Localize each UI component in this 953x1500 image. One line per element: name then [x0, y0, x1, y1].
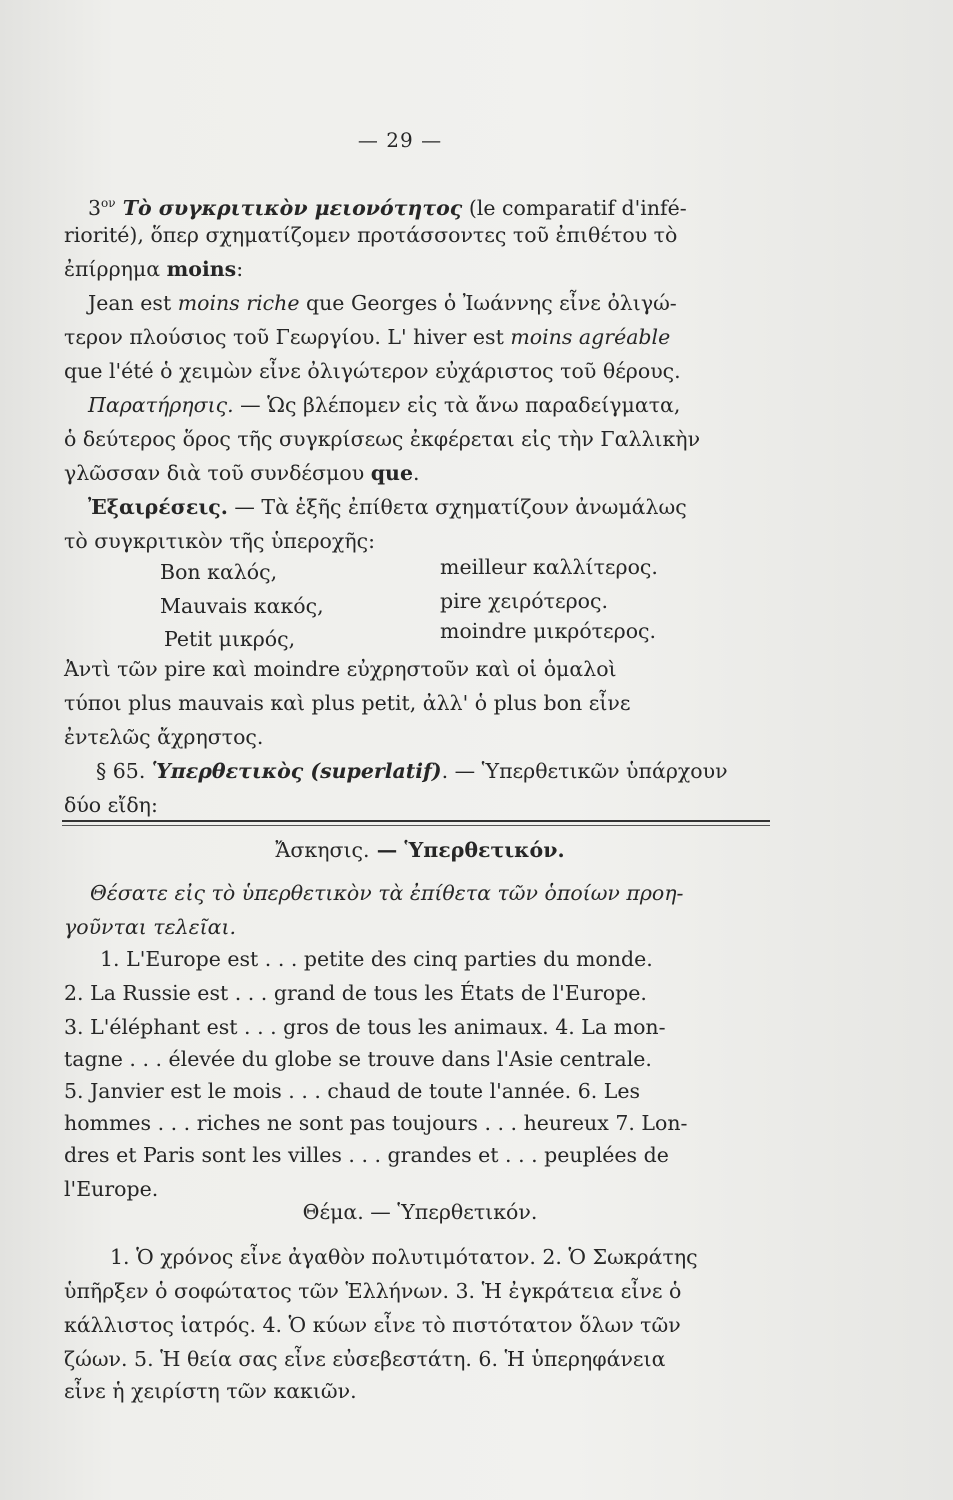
comparatif-line-5 — [64, 324, 670, 350]
text-span: . — Ὑπερθετικῶν ὑπάρχουν — [441, 759, 728, 783]
exercise-line: 1. L'Europe est . . . petite des cinq parties du monde. — [100, 947, 653, 971]
exercise-topic: — Ὑπερθετικόν. — [369, 838, 565, 862]
exceptions-heading: Ἐξαιρέσεις. — [88, 495, 228, 519]
exception-comparative: moindre μικρότερος. — [440, 619, 657, 643]
text-span: : — [236, 257, 244, 281]
after-line-5: δύο εἴδη: — [64, 793, 158, 817]
comparatif-line-9 — [64, 460, 420, 486]
text-span: — Τὰ ἑξῆς ἐπίθετα σχηματίζουν ἀνωμάλως — [227, 495, 687, 519]
theme-line: 1. Ὁ χρόνος εἶνε ἀγαθὸν πολυτιμότατον. 2. Ὁ Σωκράτης — [110, 1245, 698, 1269]
theme-line: κάλλιστος ἰατρός. 4. Ὁ κύων εἶνε τὸ πιστότατον ὅλων τῶν — [64, 1313, 681, 1337]
text-span: τερον πλούσιος τοῦ Γεωργίου. L' hiver est — [64, 325, 511, 349]
comparatif-line-8: ὁ δεύτερος ὅρος τῆς συγκρίσεως ἐκφέρεται εἰς τὴν Γαλλικὴν — [64, 427, 701, 451]
text-span: (le comparatif d'infé- — [462, 195, 687, 220]
keyword-que: que — [370, 461, 413, 485]
exception-base: Bon καλός, — [160, 560, 278, 584]
exercise-instruction-1: Θέσατε εἰς τὸ ὑπερθετικὸν τὰ ἐπίθετα τῶν ὁποίων προη- — [90, 881, 684, 905]
exercise-line: 5. Janvier est le mois . . . chaud de toute l'année. 6. Les — [64, 1079, 641, 1103]
paragraph-marker: § 65. — [96, 759, 152, 783]
example-italic: moins riche — [177, 291, 300, 315]
section-divider-thin — [62, 825, 770, 826]
after-line-2: τύποι plus mauvais καὶ plus petit, ἀλλ' ὁ plus bon εἶνε — [64, 691, 631, 715]
theme-line: ὑπῆρξεν ὁ σοφώτατος τῶν Ἑλλήνων. 3. Ἡ ἐγκράτεια εἶνε ὁ — [64, 1279, 682, 1303]
exception-comparative: meilleur καλλίτερος. — [440, 555, 658, 579]
text-span: . — [412, 461, 420, 485]
exercise-line: tagne . . . élevée du globe se trouve dans l'Asie centrale. — [64, 1047, 652, 1071]
example-italic: moins agréable — [510, 325, 671, 349]
text-span: que Georges ὁ Ἰωάννης εἶνε ὀλιγώ- — [299, 291, 677, 315]
text-span: ἐπίρρημα — [64, 257, 167, 281]
comparatif-line-11: τὸ συγκριτικὸν τῆς ὑπεροχῆς: — [64, 529, 375, 553]
section-divider — [62, 820, 770, 822]
comparatif-line-2: riorité), ὅπερ σχηματίζομεν προτάσσοντες τοῦ ἐπιθέτου τὸ — [64, 223, 678, 247]
section-heading: Τὸ συγκριτικὸν μειονότητος — [115, 195, 463, 220]
exercise-title — [60, 838, 780, 862]
exercise-line: hommes . . . riches ne sont pas toujours . . . heureux 7. Lon- — [64, 1111, 688, 1135]
comparatif-line-7 — [88, 392, 680, 418]
text-span: Jean est — [88, 291, 178, 315]
text-span: γλῶσσαν διὰ τοῦ συνδέσμου — [64, 461, 371, 485]
theme-line: εἶνε ἡ χειρίστη τῶν κακιῶν. — [64, 1379, 357, 1403]
comparatif-line-10 — [88, 494, 687, 520]
comparatif-line-4 — [88, 290, 677, 316]
theme-title: Θέμα. — Ὑπερθετικόν. — [302, 1200, 538, 1224]
exercise-label: Ἄσκησις. — [275, 838, 370, 862]
comparatif-line-1 — [88, 190, 687, 221]
paragraph-number: 3 — [88, 195, 102, 220]
comparatif-line-6: que l'été ὁ χειμὼν εἶνε ὀλιγώτερον εὐχάριστος τοῦ θέρους. — [64, 359, 681, 383]
page-number: — 29 — — [357, 128, 443, 152]
text-span: — Ὡς βλέπομεν εἰς τὰ ἄνω παραδείγματα, — [233, 393, 681, 417]
exception-base: Petit μικρός, — [164, 627, 296, 651]
exercise-instruction-2: γοῦνται τελεῖαι. — [64, 915, 237, 939]
after-line-1: Ἀντὶ τῶν pire καὶ moindre εὐχρηστοῦν καὶ οἱ ὁμαλοὶ — [64, 657, 617, 681]
exercise-line: dres et Paris sont les villes . . . grandes et . . . peuplées de — [64, 1143, 669, 1167]
after-line-4 — [96, 758, 728, 784]
exercise-line: 3. L'éléphant est . . . gros de tous les animaux. 4. La mon- — [64, 1015, 666, 1039]
theme-line: ζώων. 5. Ἡ θεία σας εἶνε εὐσεβεστάτη. 6. Ἡ ὑπερηφάνεια — [64, 1347, 666, 1371]
keyword-moins: moins — [166, 257, 237, 281]
exception-base: Mauvais κακός, — [160, 594, 324, 618]
exercise-line: 2. La Russie est . . . grand de tous les États de l'Europe. — [64, 981, 647, 1005]
comparatif-line-3 — [64, 256, 243, 282]
remark-heading: Παρατήρησις. — [88, 393, 234, 417]
ordinal-suffix: ον — [101, 196, 116, 210]
exception-comparative: pire χειρότερος. — [440, 589, 608, 613]
after-line-3: ἐντελῶς ἄχρηστος. — [64, 725, 264, 749]
superlatif-heading: Ὑπερθετικὸς (superlatif) — [151, 759, 442, 783]
exercise-line: l'Europe. — [64, 1177, 159, 1201]
